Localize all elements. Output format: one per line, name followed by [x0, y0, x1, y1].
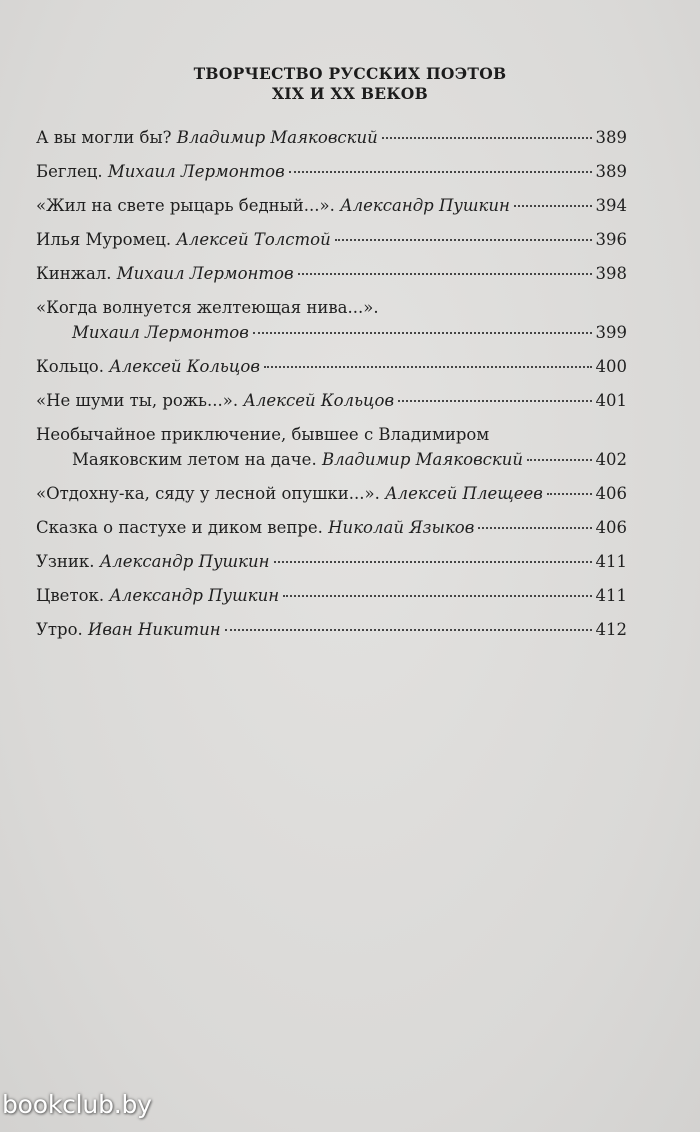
dot-leader — [335, 238, 592, 241]
entry-page-number: 398 — [595, 264, 627, 283]
entry-title: Илья Муромец. — [36, 230, 172, 249]
entry-author: Алексей Кольцов — [109, 357, 260, 376]
entry-page-number: 389 — [595, 162, 627, 181]
entry-author: Алексей Плещеев — [385, 484, 543, 503]
entry-title: «Отдохну-ка, сяду у лесной опушки...». — [36, 484, 380, 503]
entry-page-number: 411 — [595, 552, 627, 571]
toc-entry — [36, 617, 627, 642]
toc-entry — [36, 481, 627, 506]
dot-leader — [253, 331, 592, 334]
entry-title: Беглец. — [36, 162, 103, 181]
toc-entry — [36, 388, 627, 413]
entry-page-number: 402 — [595, 450, 627, 469]
dot-leader — [225, 628, 592, 631]
toc-entry — [36, 227, 627, 252]
section-title-line-1: ТВОРЧЕСТВО РУССКИХ ПОЭТОВ — [193, 64, 507, 83]
toc-entry — [36, 295, 627, 345]
entry-title: Цветок. — [36, 586, 105, 605]
entry-page-number: 396 — [595, 230, 627, 249]
toc-entry — [36, 422, 627, 472]
dot-leader — [382, 136, 592, 139]
toc-entry — [36, 549, 627, 574]
toc-entry — [36, 159, 627, 184]
entry-title: «Не шуми ты, рожь...». — [36, 391, 239, 410]
dot-leader — [527, 458, 591, 461]
entry-page-number: 412 — [595, 620, 627, 639]
entry-author: Александр Пушкин — [340, 196, 510, 215]
entry-author: Владимир Маяковский — [176, 128, 378, 147]
entry-page-number: 394 — [595, 196, 627, 215]
table-of-contents — [36, 125, 627, 651]
entry-title-line-2: Маяковским летом на даче. — [72, 450, 317, 469]
toc-entry — [36, 261, 627, 286]
entry-author: Александр Пушкин — [99, 552, 270, 571]
entry-page-number: 399 — [595, 323, 627, 342]
entry-author: Николай Языков — [328, 518, 475, 537]
entry-title: Узник. — [36, 552, 95, 571]
dot-leader — [514, 204, 592, 207]
dot-leader — [398, 399, 591, 402]
toc-entry — [36, 125, 627, 150]
entry-title: Кольцо. — [36, 357, 104, 376]
entry-author: Алексей Кольцов — [243, 391, 395, 410]
section-title-line-2: XIX И XX ВЕКОВ — [271, 84, 428, 103]
entry-page-number: 400 — [595, 357, 627, 376]
entry-title: «Когда волнуется желтеющая нива...». — [36, 298, 379, 317]
entry-page-number: 411 — [595, 586, 627, 605]
entry-author: Алексей Толстой — [176, 230, 331, 249]
dot-leader — [274, 560, 592, 563]
toc-entry — [36, 583, 627, 608]
site-watermark: bookclub.by — [2, 1090, 152, 1119]
entry-title-line-1: Необычайное приключение, бывшее с Владимиром — [36, 425, 490, 444]
dot-leader — [547, 492, 592, 495]
entry-author: Михаил Лермонтов — [116, 264, 294, 283]
toc-entry — [36, 193, 627, 218]
entry-author: Михаил Лермонтов — [107, 162, 285, 181]
entry-title: А вы могли бы? — [36, 128, 172, 147]
entry-author: Владимир Маяковский — [321, 450, 524, 469]
entry-title: Кинжал. — [36, 264, 112, 283]
entry-author: Михаил Лермонтов — [72, 323, 249, 342]
entry-author: Иван Никитин — [88, 620, 221, 639]
entry-page-number: 401 — [595, 391, 627, 410]
entry-title: «Жил на свете рыцарь бедный...». — [36, 196, 335, 215]
entry-page-number: 389 — [595, 128, 627, 147]
entry-author: Александр Пушкин — [109, 586, 280, 605]
toc-entry — [36, 515, 627, 540]
section-title — [0, 64, 700, 104]
entry-title: Утро. — [36, 620, 83, 639]
dot-leader — [264, 365, 592, 368]
entry-title: Сказка о пастухе и диком вепре. — [36, 518, 323, 537]
dot-leader — [283, 594, 591, 597]
dot-leader — [298, 272, 592, 275]
dot-leader — [289, 170, 592, 173]
dot-leader — [478, 526, 591, 529]
entry-page-number: 406 — [595, 484, 627, 503]
toc-entry — [36, 354, 627, 379]
entry-page-number: 406 — [595, 518, 627, 537]
